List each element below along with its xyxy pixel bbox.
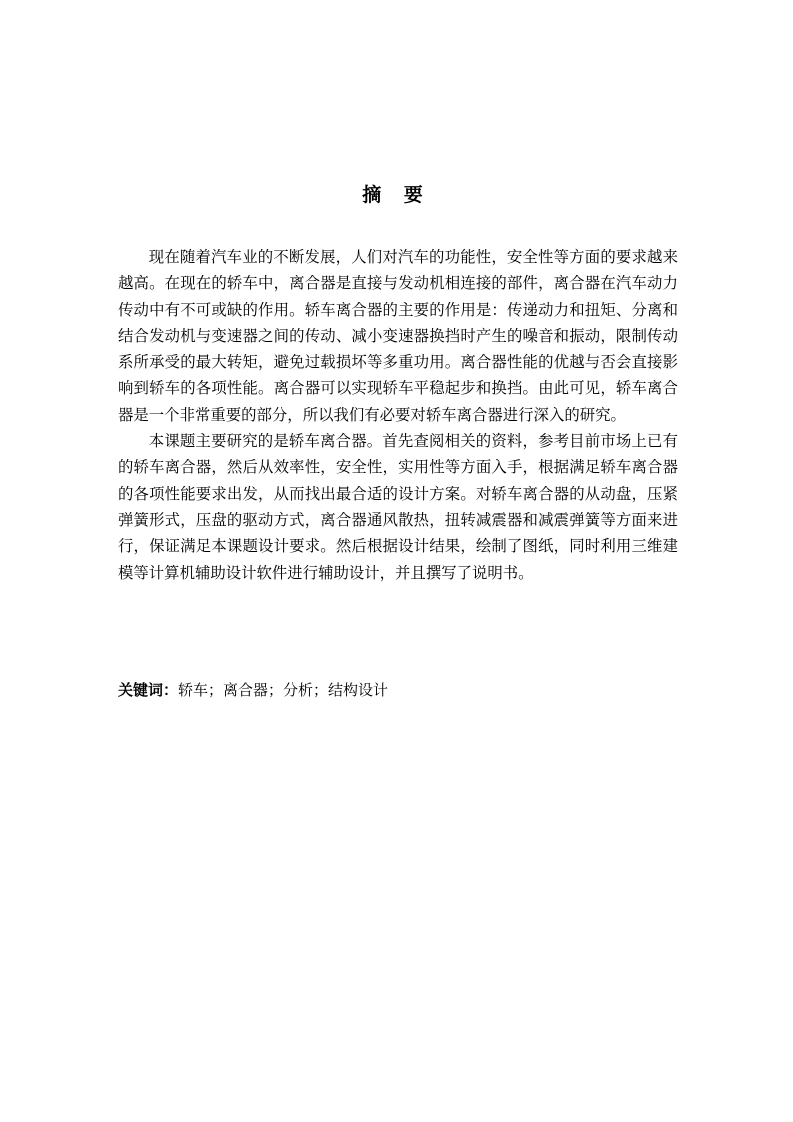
abstract-title: 摘 要 bbox=[362, 184, 431, 206]
keywords-label: 关键词： bbox=[118, 681, 179, 699]
keywords-text: 轿车；离合器；分析；结构设计 bbox=[178, 681, 389, 699]
keywords-line bbox=[118, 677, 678, 703]
abstract-paragraph-1: 现在随着汽车业的不断发展，人们对汽车的功能性，安全性等方面的要求越来越高。在现在的轿车中，离合器是直接与发动机相连接的部件，离合器在汽车动力传动中有不可或缺的作用。轿车离合器的主要的作用是：传递动力和扭矩、分离和结合发动机与变速器之间的传动、减小变速器换挡时产生的噪音和振动，限制传动系所承受的最大转矩，避免过载损坏等多重功用。离合器性能的优越与否会直接影响到轿车的各项性能。离合器可以实现轿车平稳起步和换挡。由此可见，轿车离合器是一个非常重要的部分，所以我们有必要对轿车离合器进行深入的研究。 bbox=[118, 248, 678, 424]
abstract-body bbox=[118, 244, 678, 586]
abstract-paragraph-2: 本课题主要研究的是轿车离合器。首先查阅相关的资料，参考目前市场上已有的轿车离合器，然后从效率性，安全性，实用性等方面入手，根据满足轿车离合器的各项性能要求出发，从而找出最合适的设计方案。对轿车离合器的从动盘，压紧弹簧形式，压盘的驱动方式，离合器通风散热，扭转减震器和减震弹簧等方面来进行，保证满足本课题设计要求。然后根据设计结果，绘制了图纸，同时利用三维建模等计算机辅助设计软件进行辅助设计，并且撰写了说明书。 bbox=[118, 432, 678, 582]
